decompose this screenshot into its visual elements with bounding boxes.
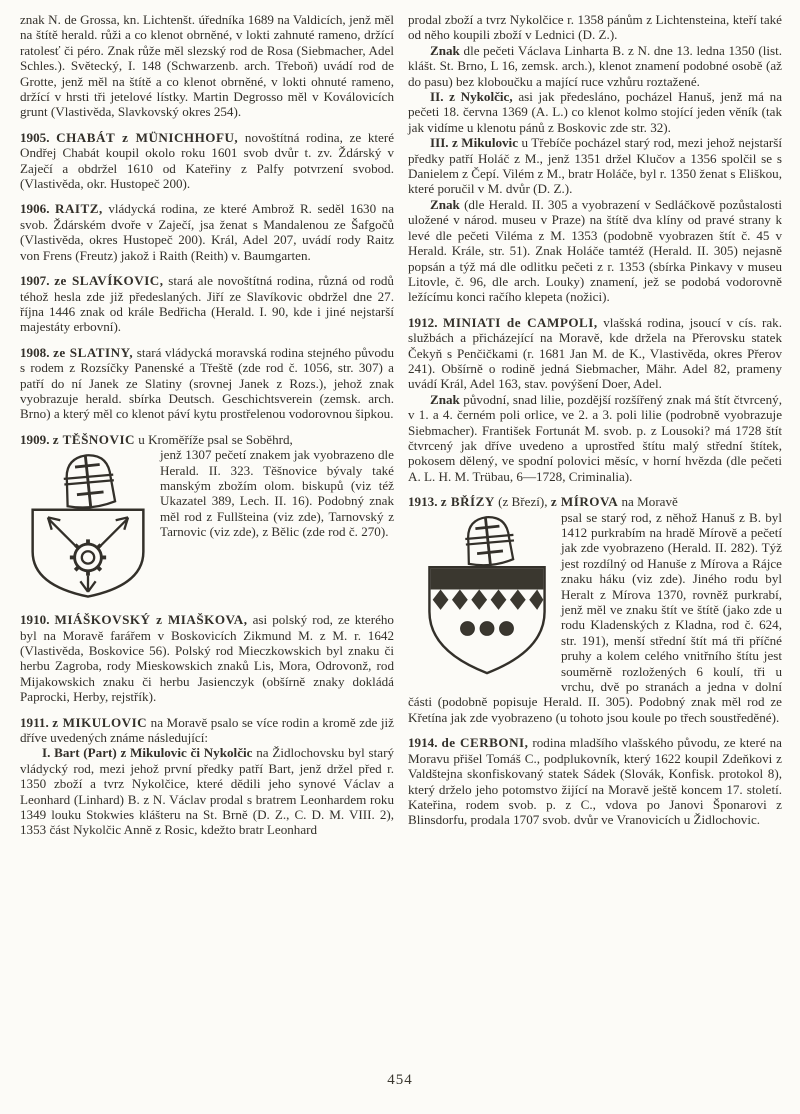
brizy-coat-of-arms-illustration	[422, 513, 552, 679]
entry-heading-rest: u Kroměříže psal se Soběhrd,	[138, 431, 293, 447]
shield-helmet-arrows-cogwheel-icon	[25, 450, 151, 600]
entry-number: 1907.	[20, 273, 50, 289]
entry-1906	[20, 201, 394, 263]
entry-body: psal se starý rod, z něhož Hanuš z B. byl 1412 purkrabím na hradě Mírově a pečetí jak zde vyobrazeno (Herald. II. 282). Týž jest rozdílný od Hanuše z Mírova a Rájce znaku háku (viz zde). Jiného rodu byl Heralt z Mírova 1370, rovněž purkrabí, jenž měl ve znaku štít ve štítě (jako zde u rodu Kladenských z Kladna, rod č. 624, str. 191), menší střední štít má tři příčné pruhy a kolem celého vnitřního štítu jest souměrně rozložených 6 koulí, tři u vrchu, dvě po stranách a jedna v dolní části (podobně popisuje Herald. II. 305). Podobný znak měl rod ze Křetína jak zde vyobrazeno (u tohoto jsou koule po třech soustředěné).	[408, 509, 782, 725]
znak-paragraph-linhart	[408, 43, 782, 89]
entry-title: MINIATI de CAMPOLI,	[443, 314, 598, 330]
entry-1910	[20, 612, 394, 704]
entry-body: na Moravě psalo se více rodin a kromě zde již dříve uvedených známe následující:	[20, 714, 394, 745]
entry-title: CHABÁT z MÜNICHHOFU,	[56, 129, 239, 145]
continued-paragraph: prodal zboží a tvrz Nykolčice r. 1358 pánům z Lichtensteina, kteří také od něho koupili zboží v Lednici (D. Z.).	[408, 12, 782, 43]
paragraph-body: u Třebíče pocházel starý rod, mezi jehož nejstarší předky patří Holáč z M., jenž 1351 držel Klučov a 1356 spolčil se s Danielem z Čepí. Vilém z M., bratr Holáče, byl r. 1350 ženat s Eliškou, které poručil v M. dvůr (D. Z.).	[408, 135, 783, 197]
entry-number: 1908.	[20, 344, 50, 360]
entry-1909	[20, 432, 394, 602]
entry-body: stará ale novoštítná rodina, různá od rodů téhož hesla zde již předeslaných. Jiří ze Slavíkovic obdržel dne 27. října 1446 znak od krále Bedřicha (Herald. I. 90, kde i jiné nejstarší majestáty erbovní).	[20, 273, 394, 335]
entry-1908	[20, 345, 394, 422]
entry-body: stará vládycká moravská rodina stejného původu s rodem z Rozsíčky Panenské a Třeště (zde rod č. 1056, str. 307) a patří do ní Janek ze Slatiny (srovnej Janek z Rozs.), jehož znak vyobrazuje herald. sbírka Deutsch. Geschichtsverein (zemsk. arch. Brno) a který měl co klenot páví kytu prostřelenou vodorovnou šipkou.	[20, 344, 394, 422]
znak-paragraph-miniati	[408, 392, 782, 484]
entry-body: novoštítná rodina, ze které Ondřej Chabát koupil okolo roku 1601 svob dvůr t. zv. Ždárský v Zaječí a obdržel 1610 od Kateřiny z Palfy potvrzení svobod. (Vlastivěda, okr. Hustopeč 200).	[20, 129, 395, 192]
paragraph-lead: Znak	[430, 42, 460, 58]
entry-heading	[20, 715, 394, 746]
entry-title: z BŘÍZY	[440, 494, 495, 510]
sub-entry-II-nykolcic	[408, 89, 782, 135]
right-column	[408, 12, 782, 838]
continued-paragraph: znak N. de Grossa, kn. Lichtenšt. úředníka 1689 na Valdicích, jenž měl na štítě herald. růži a co klenot obrněné, v lokti zahnuté rameno, držící ratolesť či péro. Znak růže měl slezský rod de Rosa (Siebmacher, Adel Schles.). Světecký, I. 148 (Schwarzenb. arch. Třeboň) uvádí rod de Grotte, jenž měl na štítě a co klenot obrněné, v lokti ohnuté rameno, držící v hrsti tři jetelové lístky. Martin Degrosso měl v Koválovicích grunt (Vlastivěda, Slavkovský okres 254).	[20, 12, 394, 120]
entry-number: 1905.	[20, 129, 50, 145]
entry-body: vlašská rodina, jsoucí v cís. rak. službách a přicházející na Moravě, kde držela na Přerovsku statek Čekyň s Penčičkami (r. 1681 Jan M. de K., Vlastivěda, okres Přerov 241). Obšírně o rodině jedná Siebmacher, Mähr. Adel 82, prameny uvádí Král, Adel 163, stav. povýšení Doer, Adel.	[408, 314, 782, 392]
entry-body: jenž 1307 pečetí znakem jak vyobrazeno dle Herald. II. 323. Těšnovice bývaly také manským zbožím olom. biskupů (viz též Ukazatel 389, Lech. II. 16). Podobný znak měl rod z Fullšteina (viz zde), Tarnovský z Tarnovic (viz zde), z Bělic (zde rod č. 270).	[160, 447, 394, 540]
tesnovic-coat-of-arms-illustration	[25, 450, 151, 600]
entry-1905	[20, 130, 394, 192]
sub-entry-III-mikulovic	[408, 135, 782, 197]
entry-body: asi polský rod, ze kterého byl na Moravě farářem v Boskovicích Zikmund M. z M. r. 1642 (Vlastivěda, Boskovice 56). Polský rod Mieczkowskich byl znaku či herbu Zagroba, rody Mieskowskich znaků Lis, Mora, Odrovonž, rod Mijakowskich znaku či herbu Jasienczyk (obšírně znaky dokládá Paprocki, Herby, rejstřík).	[20, 612, 394, 705]
paragraph-lead: Znak	[430, 391, 460, 407]
sub-entry-lead: I. Bart (Part) z Mikulovic či Nykolčic	[42, 745, 253, 761]
entry-heading	[408, 494, 782, 509]
two-column-text	[20, 12, 782, 838]
znak-paragraph-holac	[408, 197, 782, 305]
paragraph-body: (dle Herald. II. 305 a vyobrazení v Sedláčkově pozůstalosti uložené v národ. museu v Praze) na štítě dva klíny od pravé strany k levé dle pečeti Viléma z M. 1353 (podobně vyobrazen štít č. 45 v Herald. Krále, str. 51). Znak Holáče tamtéž (Herald. II. 305) nejasně popsán a týž má dle odlitku pečeti z r. 1353 (sbírka Pinkavy v museu Litovle, č. 96, dle arch. Louky) znamení, jež se podobá vodorovně ležícímu konci račího klepeta (nožici).	[408, 196, 782, 305]
paragraph-body: asi jak předesláno, pocházel Hanuš, jenž má na pečeti 18. června 1369 (A. L.) co klenot kolmo stojící jeden věník (tak jak vidíme u klenotu pánů z Boskovic zde str. 32).	[408, 89, 783, 135]
entry-title: z MÍROVA	[550, 494, 619, 510]
entry-1914	[408, 735, 782, 827]
paragraph-body: původní, snad lilie, pozdější rozšířený znak má štít čtvrcený, v 1. a 4. černém poli orlice, ve 2. a 3. poli lilie (podrobně vyobrazuje Siebmacher). František Fortunát M. svob. p. z Lousoki? má 1728 štít čtvrcený jak dříve uvedeno a uprostřed štítu malý střední štítek, pokosem dělený, ve spodní polovici měsíc, v horní hvězda (dle pečeti A. L. H. M. Trübau, 6—1728, Criminalia).	[408, 391, 782, 484]
paragraph-lead: II. z Nykolčic,	[430, 89, 513, 105]
entry-body-with-figure	[20, 447, 394, 602]
left-column	[20, 12, 394, 838]
entry-1907	[20, 273, 394, 335]
entry-heading-rest: na Moravě	[621, 494, 678, 510]
entry-number: 1912.	[408, 314, 438, 330]
entry-1911	[20, 715, 394, 838]
entry-body: vládycká rodina, ze které Ambrož R. seděl 1630 na svob. Ždárském dvoře v Zaječí, jsa ženat s Mandalenou ze Šafgočů (Vlastivěda, okres Hustopeč 200). Král, Adel 207, uvádí rody Raitz von Frens (Freutz) jakož i Raith (Reith) v. Baumgarten.	[20, 201, 395, 263]
paragraph-body: dle pečeti Václava Linharta B. z N. dne 13. ledna 1350 (list. klášt. St. Brno, L 16, zemsk. arch.), klenot znamení podobné osobě (až do pasu) bez kloboučku a mající ruce vzhůru roztažené.	[408, 42, 782, 89]
entry-title: ze SLAVÍKOVIC,	[54, 273, 164, 289]
entry-number: 1914.	[408, 735, 438, 751]
entry-title: de CERBONI,	[441, 735, 529, 751]
paragraph-lead: Znak	[430, 196, 460, 212]
entry-title: ze SLATINY,	[53, 344, 134, 360]
entry-title: z TĚŠNOVIC	[52, 431, 135, 447]
entry-title: MIÁŠKOVSKÝ z MIAŠKOVA,	[54, 612, 248, 628]
sub-entry-body: na Židlochovsku byl starý vládycký rod, mezi jehož první předky patří Bart, jenž držel před r. 1350 zboží a tvrz Nykolčice, které dědili jeho synové Václav a Leonhard (Linhard) B. z N. Václav prodal s bratrem Leonhardem roku 1349 louku Stokwies klášteru na St. Brně (D. Z., C. D. M. VIII. 2), 1353 část Nykolčic Anně z Rosic, kdežto bratr Leonhard	[20, 745, 395, 838]
entry-title: z MIKULOVIC	[52, 714, 148, 730]
shield-helmet-lozenges-roundels-icon	[422, 513, 552, 679]
sub-entry-I-bart	[20, 745, 394, 837]
entry-number: 1911.	[20, 714, 49, 730]
entry-title: RAITZ,	[55, 201, 103, 217]
page-number: 454	[387, 1072, 413, 1088]
entry-body: rodina mladšího vlašského původu, ze které na Moravu přišel Tomáš C., podplukovník, který 1622 koupil Zdeňkovi z Valdštejna skonfiskovaný statek Sádek (Slovák, Konfisk. protokol 8), který drželo jeho potomstvo žijící na Moravě ještě koncem 17. století. Kateřina, rodem svob. p. z C., vdova po Janovi Šponarovi z Blinsdorfu, prodala 1707 svob. dvůr ve Vranovicích u Židlochovic.	[408, 735, 782, 828]
entry-title-note: (z Březí),	[498, 494, 548, 510]
entry-number: 1906.	[20, 201, 50, 217]
entry-1912	[408, 315, 782, 392]
paragraph-lead: III. z Mikulovic	[430, 135, 519, 151]
entry-heading	[20, 432, 394, 447]
entry-number: 1909.	[20, 431, 50, 447]
entry-1913	[408, 494, 782, 725]
entry-body-with-figure	[408, 510, 782, 726]
entry-number: 1913.	[408, 494, 438, 510]
entry-number: 1910.	[20, 612, 50, 628]
